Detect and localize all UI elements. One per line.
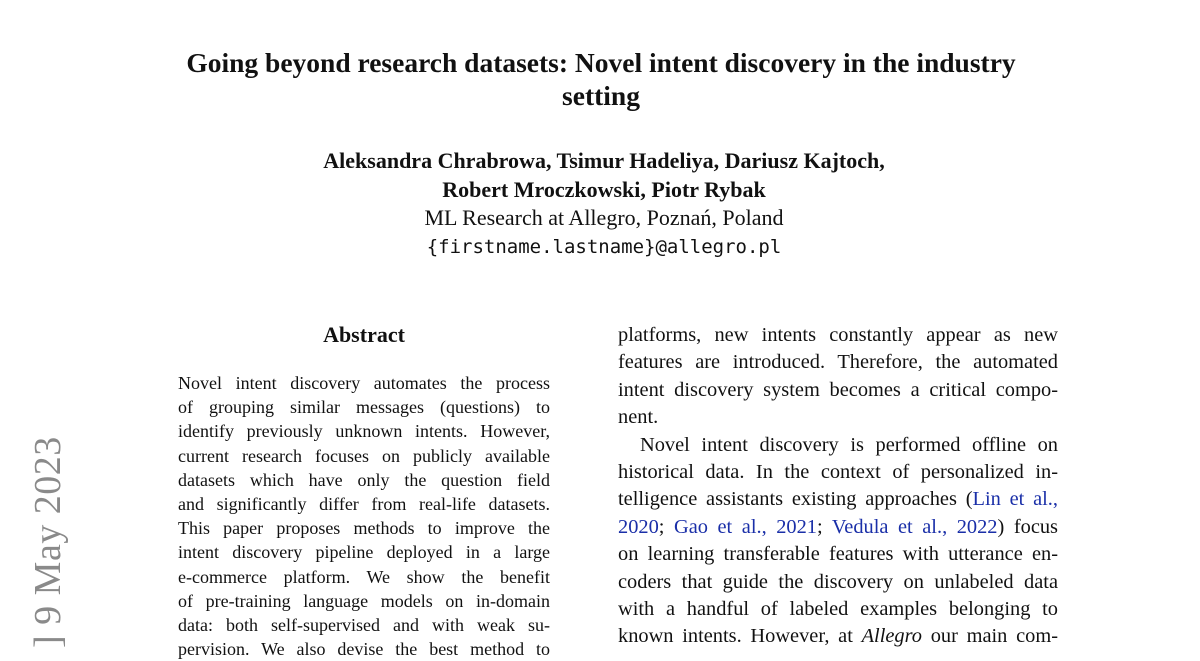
citation-link-gao[interactable]: Gao et al., 2021 [674, 515, 817, 538]
intro-column [618, 322, 1058, 651]
abstract-heading: Abstract [323, 322, 405, 347]
body-text: our main com- [921, 625, 1058, 648]
arxiv-side-stamp: ] 9 May 2023 [27, 436, 69, 648]
citation-link-lin[interactable]: Lin et al., [972, 488, 1058, 511]
citation-separator: ; [817, 515, 832, 538]
abstract-line: current research focuses on publicly available [178, 445, 550, 466]
body-line: Novel intent discovery is performed offline on [640, 433, 1058, 456]
body-text: ) focus [997, 515, 1058, 538]
body-line: with a handful of labeled examples belonging to [618, 598, 1058, 621]
body-line: intent discovery system becomes a critical compo- [618, 378, 1058, 401]
body-line: coders that guide the discovery on unlabeled data [618, 570, 1058, 593]
body-line [618, 623, 1058, 650]
abstract-line: identify previously unknown intents. However, [178, 421, 550, 442]
body-line: historical data. In the context of personalized in- [618, 461, 1058, 484]
abstract-line: datasets which have only the question field [178, 469, 550, 490]
body-line: features are introduced. Therefore, the automated [618, 351, 1058, 374]
author-email: {firstname.lastname}@allegro.pl [426, 236, 782, 258]
abstract-line: and significantly differ from real-life datasets. [178, 494, 550, 515]
abstract-line: e-commerce platform. We show the benefit [178, 566, 550, 587]
abstract-line: of pre-training language models on in-domain [178, 590, 550, 611]
authors-line-1: Aleksandra Chrabrowa, Tsimur Hadeliya, Dariusz Kajtoch, [323, 148, 885, 173]
company-name: Allegro [861, 625, 922, 648]
body-line: nent. [618, 406, 659, 429]
abstract-line: data: both self-supervised and with weak su- [178, 615, 550, 636]
abstract-line: pervision. We also devise the best method to [178, 639, 550, 660]
abstract-body [178, 371, 550, 661]
paper-title: Going beyond research datasets: Novel intent discovery in the industry setting [186, 47, 1016, 111]
author-list [250, 146, 958, 204]
citation-link-lin-year[interactable]: 2020 [618, 515, 659, 538]
body-text: known intents. However, at [618, 625, 862, 648]
abstract-line: of grouping similar messages (questions) to [178, 397, 550, 418]
body-line: platforms, new intents constantly appear as new [618, 324, 1058, 346]
body-text: telligence assistants existing approaches ( [618, 488, 973, 511]
body-line [618, 486, 1058, 513]
citation-separator: ; [658, 515, 674, 538]
authors-line-2: Robert Mroczkowski, Piotr Rybak [442, 177, 766, 202]
abstract-line: Novel intent discovery automates the process [178, 373, 550, 393]
body-line [618, 514, 1058, 541]
affiliation: ML Research at Allegro, Poznań, Poland [424, 205, 784, 230]
citation-link-vedula[interactable]: Vedula et al., 2022 [831, 515, 998, 538]
abstract-line: This paper proposes methods to improve the [178, 518, 550, 539]
abstract-line: intent discovery pipeline deployed in a large [178, 542, 550, 563]
body-line: on learning transferable features with utterance en- [618, 543, 1058, 566]
